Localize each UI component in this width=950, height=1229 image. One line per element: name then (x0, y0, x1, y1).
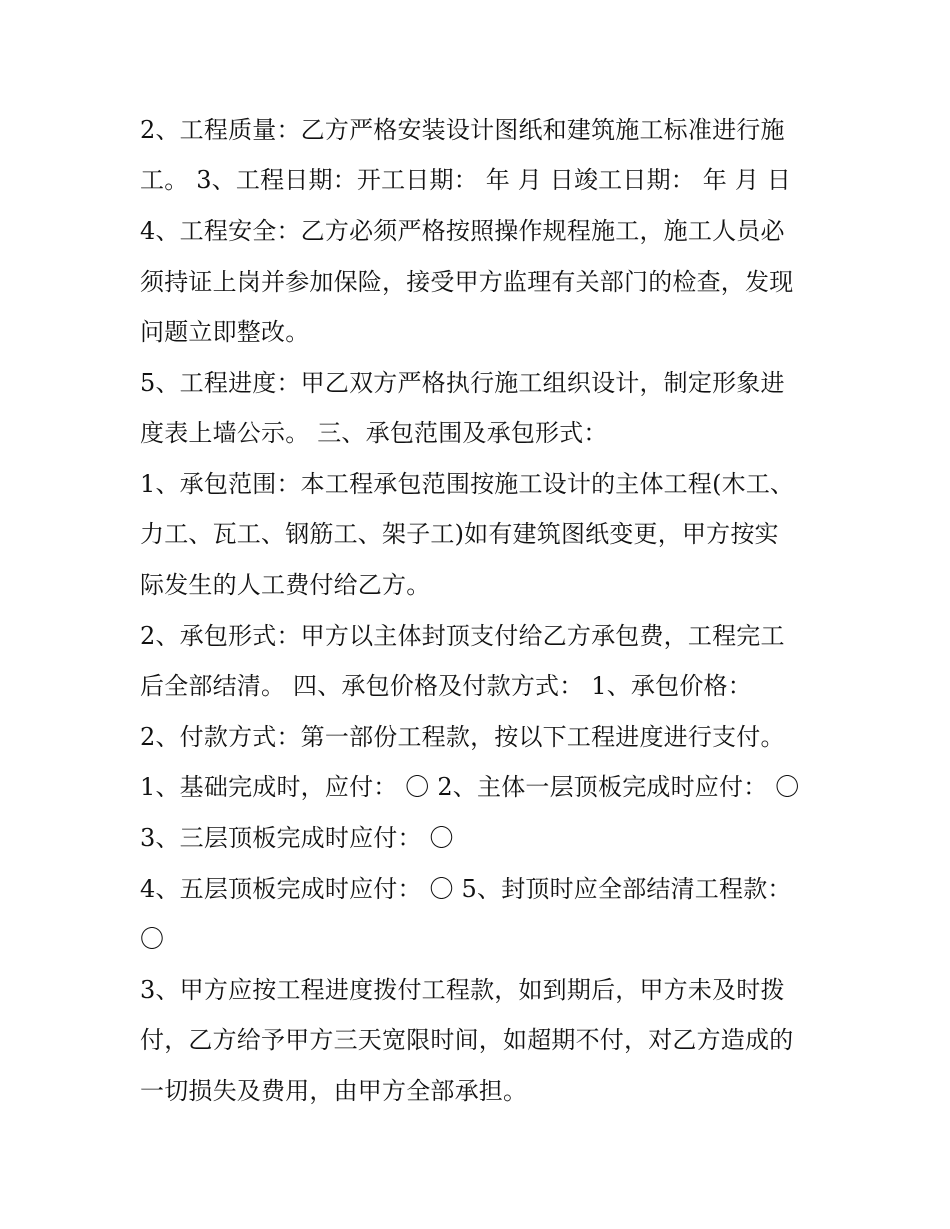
text-line: 〇 (140, 925, 165, 953)
text-line: 3、甲方应按工程进度拨付工程款，如到期后，甲方未及时拨 (140, 976, 785, 1004)
text-line: 问题立即整改。 (140, 318, 310, 346)
text-line: 际发生的人工费付给乙方。 (140, 571, 431, 599)
text-line: 工。 3、工程日期：开工日期： 年 月 日竣工日期： 年 月 日 (140, 166, 792, 194)
text-line: 1、承包范围：本工程承包范围按施工设计的主体工程(木工、 (140, 470, 795, 498)
text-line: 3、三层顶板完成时应付： 〇 (140, 824, 454, 852)
text-line: 须持证上岗并参加保险，接受甲方监理有关部门的检查，发现 (140, 268, 794, 296)
text-line: 5、工程进度：甲乙双方严格执行施工组织设计，制定形象进 (140, 369, 785, 397)
text-line: 后全部结清。 四、承包价格及付款方式： 1、承包价格： (140, 672, 752, 700)
text-line: 度表上墙公示。 三、承包范围及承包形式： (140, 419, 608, 447)
text-line: 2、工程质量：乙方严格安装设计图纸和建筑施工标准进行施 (140, 116, 785, 144)
text-line: 力工、瓦工、钢筋工、架子工)如有建筑图纸变更，甲方按实 (140, 520, 779, 548)
text-line: 2、付款方式：第一部份工程款，按以下工程进度进行支付。 (140, 723, 785, 751)
text-line: 一切损失及费用，由甲方全部承担。 (140, 1077, 528, 1105)
text-line: 4、工程安全：乙方必须严格按照操作规程施工，施工人员必 (140, 217, 785, 245)
text-line: 4、五层顶板完成时应付： 〇 5、封顶时应全部结清工程款： (140, 875, 792, 903)
text-line: 2、承包形式：甲方以主体封顶支付给乙方承包费，工程完工 (140, 622, 785, 650)
text-line: 1、基础完成时，应付： 〇 2、主体一层顶板完成时应付： 〇 (140, 773, 800, 801)
text-line: 付，乙方给予甲方三天宽限时间，如超期不付，对乙方造成的 (140, 1026, 794, 1054)
